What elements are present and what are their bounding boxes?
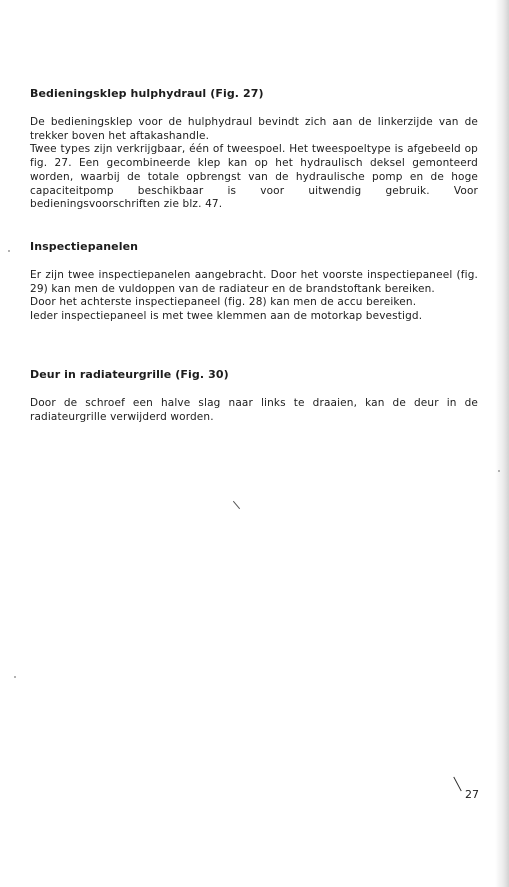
section-bedieningsklep (30, 87, 478, 212)
section-heading: Inspectiepanelen (30, 240, 139, 253)
paragraph: Door de schroef een halve slag naar links te draaien, kan de deur in de radiateurgrille verwijderd worden. (30, 397, 478, 423)
paragraph: Er zijn twee inspectiepanelen aangebracht. Door het voorste inspectiepaneel (fig. 29) kan men de vuldoppen van de radiateur en de brandstoftank bereiken. (30, 269, 478, 295)
paragraph: De bedieningsklep voor de hulphydraul bevindt zich aan de linkerzijde van de trekker boven het aftakashandle. (30, 116, 478, 142)
paragraph: Twee types zijn verkrijgbaar, één of tweespoel. Het tweespoeltype is afgebeeld op fig. 27. Een gecombineerde klep kan op het hydraulisch deksel gemonteerd worden, waarbij de totale opbrengst van de hydraulische pomp en de hoge capaciteitpomp beschikbaar is voor uitwendig gebruik. Voor bedieningsvoorschriften zie blz. 47. (30, 143, 478, 211)
scan-speck (8, 250, 10, 252)
paragraph: Ieder inspectiepaneel is met twee klemmen aan de motorkap bevestigd. (30, 310, 423, 323)
paragraph: Door het achterste inspectiepaneel (fig. 28) kan men de accu bereiken. (30, 296, 417, 309)
scan-speck (14, 676, 16, 678)
section-inspectiepanelen (30, 240, 478, 324)
page-number: 27 (465, 788, 479, 801)
scan-speck (498, 470, 500, 472)
page-edge-shadow (495, 0, 509, 887)
section-deur-radiateurgrille (30, 368, 478, 424)
page-number-slash (453, 777, 461, 792)
stray-pen-mark (233, 501, 240, 509)
section-heading: Deur in radiateurgrille (Fig. 30) (30, 368, 229, 381)
section-heading: Bedieningsklep hulphydraul (Fig. 27) (30, 87, 264, 100)
